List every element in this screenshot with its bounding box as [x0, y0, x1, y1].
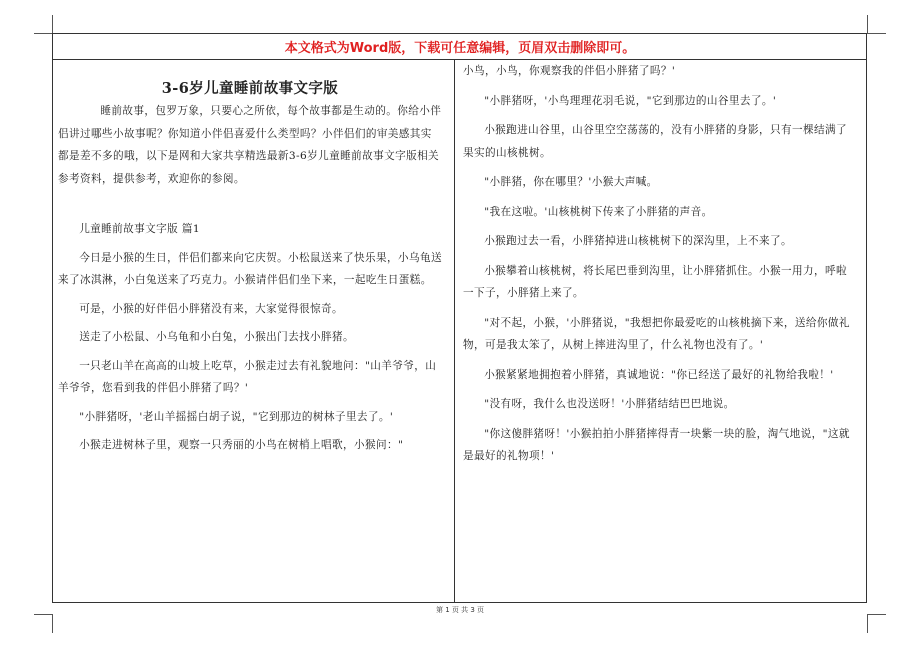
left-paragraph: 一只老山羊在高高的山坡上吃草，小猴走过去有礼貌地问："山羊爷爷，山羊爷爷，您看到我的伴侣小胖猪了吗？': [58, 359, 437, 394]
right-paragraph: "小胖猪，你在哪里？'小猴大声喊。: [484, 176, 658, 188]
right-paragraph: "小胖猪呀，'小鸟理理花羽毛说，"它到那边的山谷里去了。': [484, 94, 777, 107]
right-paragraph: 小猴跑进山谷里，山谷里空空荡荡的，没有小胖猪的身影，只有一棵结满了果实的山核桃树。: [463, 124, 847, 159]
right-paragraph: 小猴紧紧地拥抱着小胖猪，真诚地说："你已经送了最好的礼物给我啦！': [484, 368, 834, 381]
right-paragraph: 小猴攀着山核桃树，将长尾巴垂到沟里，让小胖猪抓住。小猴一用力，呼啦一下子，小胖猪上来了。: [463, 264, 847, 299]
crop-mark-bottom-left: [34, 614, 53, 633]
crop-mark-bottom-right: [867, 614, 886, 633]
left-column: [58, 78, 442, 463]
section-heading: 儿童睡前故事文字版 篇1: [79, 223, 201, 235]
right-paragraph: "没有呀，我什么也没送呀！'小胖猪结结巴巴地说。: [484, 398, 735, 410]
column-divider: [454, 59, 455, 603]
left-paragraph: 今日是小猴的生日，伴侣们都来向它庆贺。小松鼠送来了快乐果，小乌龟送来了冰淇淋，小白兔送来了巧克力。小猴请伴侣们坐下来，一起吃生日蛋糕。: [58, 251, 442, 286]
spacer: [58, 196, 442, 218]
left-paragraph: 送走了小松鼠、小乌龟和小白兔，小猴出门去找小胖猪。: [79, 331, 355, 343]
right-column: [463, 60, 855, 475]
intro-paragraph: 睡前故事，包罗万象，只要心之所依，每个故事都是生动的。你给小伴侣讲过哪些小故事呢？你知道小伴侣喜爱什么类型吗？小伴侣们的审美感其实都是差不多的哦，以下是网和大家共享精选最新3-6岁儿童睡前故事文字版相关参考资料，提供参考，欢迎你的参阅。: [58, 105, 442, 185]
right-paragraph: 小鸟，小鸟，你观察我的伴侣小胖猪了吗？': [463, 65, 676, 77]
crop-mark-top-left: [34, 15, 53, 34]
header-note: 本文格式为Word版，下载可任意编辑，页眉双击删除即可。: [284, 41, 636, 56]
document-title: 3-6岁儿童睡前故事文字版: [161, 80, 339, 97]
page-footer: 第 1 页 共 3 页: [435, 606, 485, 614]
right-paragraph: "你这傻胖猪呀！'小猴拍拍小胖猪摔得青一块紫一块的脸，淘气地说，"这就是最好的礼物项！': [463, 427, 850, 462]
right-paragraph: "我在这啦。'山核桃树下传来了小胖猪的声音。: [484, 205, 713, 218]
left-paragraph: 小猴走进树林子里，观察一只秀丽的小鸟在树梢上唱歌，小猴问：": [79, 439, 404, 451]
crop-mark-top-right: [867, 15, 886, 34]
right-paragraph: "对不起，小猴，'小胖猪说，"我想把你最爱吃的山核桃摘下来，送给你做礼物，可是我太笨了，从树上摔进沟里了，什么礼物也没有了。': [463, 316, 850, 351]
left-paragraph: 可是，小猴的好伴侣小胖猪没有来，大家觉得很惊奇。: [79, 302, 344, 315]
right-paragraph: 小猴跑过去一看，小胖猪掉进山核桃树下的深沟里，上不来了。: [484, 235, 793, 247]
left-paragraph: "小胖猪呀，'老山羊摇摇白胡子说，"它到那边的树林子里去了。': [79, 410, 394, 423]
